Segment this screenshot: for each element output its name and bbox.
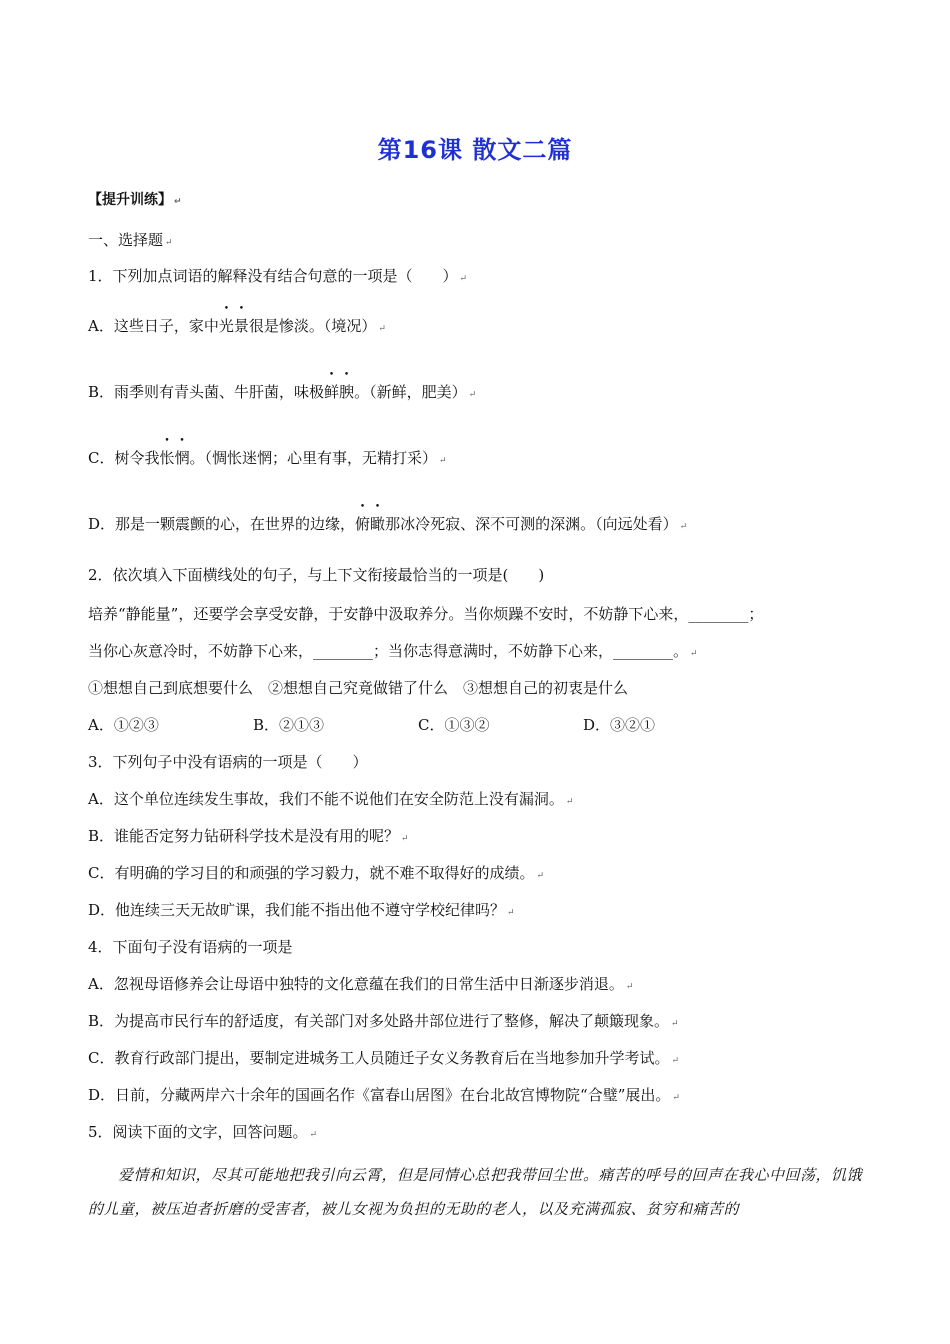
q1-stem-text: 1．下列加点词语的解释没有结合句意的一项是（ ） <box>88 267 458 285</box>
q3-stem-text: 3．下列句子中没有语病的一项是（ ） <box>88 753 368 771</box>
q4-b-text: B．为提高市民行车的舒适度，有关部门对多处路井部位进行了整修，解决了颠簸现象。 <box>88 1012 670 1030</box>
q1-d-post: 那冰冷死寂、深不可测的深渊。（向远处看） <box>385 515 678 533</box>
q1-a-dot2: 景 <box>233 317 249 335</box>
q4-a-text: A．忽视母语修养会让母语中独特的文化意蕴在我们的日常生活中日渐逐步消退。 <box>88 975 624 993</box>
q1-b-pre: B．雨季则有青头菌、牛肝菌，味极 <box>88 383 325 401</box>
q3-option-d: D．他连续三天无故旷课，我们能不指出他不遵守学校纪律吗？ ↵ <box>88 901 515 919</box>
q4-stem <box>88 937 868 957</box>
q4-option-c: C．教育行政部门提出，要制定进城务工人员随迁子女义务教育后在当地参加升学考试。 ↵ <box>88 1049 680 1067</box>
q5-stem: 5．阅读下面的文字，回答问题。 ↵ <box>88 1123 318 1141</box>
q4-d-text: D．日前，分藏两岸六十余年的国画名作《富春山居图》在台北故宫博物院“合璧”展出。 <box>88 1086 671 1104</box>
q1-c-dot1: 怅 <box>159 449 175 467</box>
section-heading: 【提升训练】 ↵ <box>88 192 182 208</box>
q2-items <box>88 678 868 698</box>
part-heading: 一、选择题 ↵ <box>88 231 173 249</box>
q3-option-a: A．这个单位连续发生事故，我们不能不说他们在安全防范上没有漏洞。 ↵ <box>88 790 574 808</box>
q2-text-line1 <box>88 604 868 624</box>
q1-a-pre: A．这些日子，家中 <box>88 317 219 335</box>
q1-d-dotted <box>355 515 385 533</box>
q2-option-a: A．①②③ <box>88 716 159 734</box>
q1-a-dotted <box>219 317 249 335</box>
q2-option-d: D．③②① <box>583 716 656 734</box>
q3-option-c: C．有明确的学习目的和顽强的学习毅力，就不难不取得好的成绩。 ↵ <box>88 864 545 882</box>
q4-c-text: C．教育行政部门提出，要制定进城务工人员随迁子女义务教育后在当地参加升学考试。 <box>88 1049 670 1067</box>
q2-options <box>88 715 868 735</box>
q1-option-c: C．树令我怅惘。（惆怅迷惘；心里有事，无精打采） ↵ <box>88 449 447 467</box>
q1-option-a: A．这些日子，家中光景很是惨淡。（境况） ↵ <box>88 317 386 335</box>
q3-c-text: C．有明确的学习目的和顽强的学习毅力，就不难不取得好的成绩。 <box>88 864 535 882</box>
q5-stem-text: 5．阅读下面的文字，回答问题。 <box>88 1123 308 1141</box>
q1-d-pre: D．那是一颗震颤的心，在世界的边缘， <box>88 515 356 533</box>
q3-b-text: B．谁能否定努力钻研科学技术是没有用的呢？ <box>88 827 400 845</box>
q2-text-line2: 当你心灰意冷时，不妨静下心来，________；当你志得意满时，不妨静下心来，________。 ↵ <box>88 642 698 660</box>
q3-d-text: D．他连续三天无故旷课，我们能不指出他不遵守学校纪律吗？ <box>88 901 506 919</box>
q4-option-d: D．日前，分藏两岸六十余年的国画名作《富春山居图》在台北故宫博物院“合璧”展出。 ↵ <box>88 1086 680 1104</box>
q1-d-dot1: 俯 <box>355 515 371 533</box>
q1-option-d: D．那是一颗震颤的心，在世界的边缘，俯瞰那冰冷死寂、深不可测的深渊。（向远处看） ↵ <box>88 515 688 533</box>
q3-option-b: B．谁能否定努力钻研科学技术是没有用的呢？ ↵ <box>88 827 409 845</box>
q2-option-c: C．①③② <box>418 716 490 734</box>
q1-a-post: 很是惨淡。（境况） <box>248 317 377 335</box>
q1-b-post: 。（新鲜，肥美） <box>354 383 467 401</box>
lesson-title: 第16课 散文二篇 <box>377 136 573 164</box>
q1-b-dot1: 鲜 <box>324 383 340 401</box>
q4-option-a: A．忽视母语修养会让母语中独特的文化意蕴在我们的日常生活中日渐逐步消退。 ↵ <box>88 975 634 993</box>
q1-b-dotted <box>324 383 354 401</box>
q2-option-b: B．②①③ <box>253 716 325 734</box>
q1-c-dotted <box>159 449 189 467</box>
q1-option-b: B．雨季则有青头菌、牛肝菌，味极鲜腴。（新鲜，肥美） ↵ <box>88 383 477 401</box>
q2-items-text: ①想想自己到底想要什么 ②想想自己究竟做错了什么 ③想想自己的初衷是什么 <box>88 679 629 697</box>
q1-d-dot2: 瞰 <box>370 515 386 533</box>
q5-passage: 爱情和知识，尽其可能地把我引向云霄，但是同情心总把我带回尘世。痛苦的呼号的回声在我心中回荡，饥饿的儿童，被压迫者折磨的受害者，被儿女视为负担的无助的老人，以及充满孤寂、贫穷和痛苦的 <box>88 1166 863 1218</box>
q1-a-dot1: 光 <box>218 317 234 335</box>
q2-stem-text: 2．依次填入下面横线处的句子，与上下文衔接最恰当的一项是( ) <box>88 566 545 584</box>
q1-b-dot2: 腴 <box>339 383 355 401</box>
section-heading-text: 【提升训练】 <box>88 192 172 208</box>
q3-stem <box>88 752 868 772</box>
q2-text2: 当你心灰意冷时，不妨静下心来，________；当你志得意满时，不妨静下心来，________。 <box>88 642 689 660</box>
q4-option-b: B．为提高市民行车的舒适度，有关部门对多处路井部位进行了整修，解决了颠簸现象。 ↵ <box>88 1012 679 1030</box>
q1-c-dot2: 惘 <box>174 449 190 467</box>
q1-stem: 1．下列加点词语的解释没有结合句意的一项是（ ） ↵ <box>88 267 468 285</box>
q1-c-post: 。（惆怅迷惘；心里有事，无精打采） <box>189 449 438 467</box>
part-heading-text: 一、选择题 <box>88 231 164 249</box>
q1-c-pre: C．树令我 <box>88 449 160 467</box>
q4-stem-text: 4．下面句子没有语病的一项是 <box>88 938 293 956</box>
q3-a-text: A．这个单位连续发生事故，我们不能不说他们在安全防范上没有漏洞。 <box>88 790 564 808</box>
q2-stem <box>88 565 868 585</box>
q2-text1: 培养“静能量”，还要学会享受安静，于安静中汲取养分。当你烦躁不安时，不妨静下心来，________； <box>88 605 764 623</box>
